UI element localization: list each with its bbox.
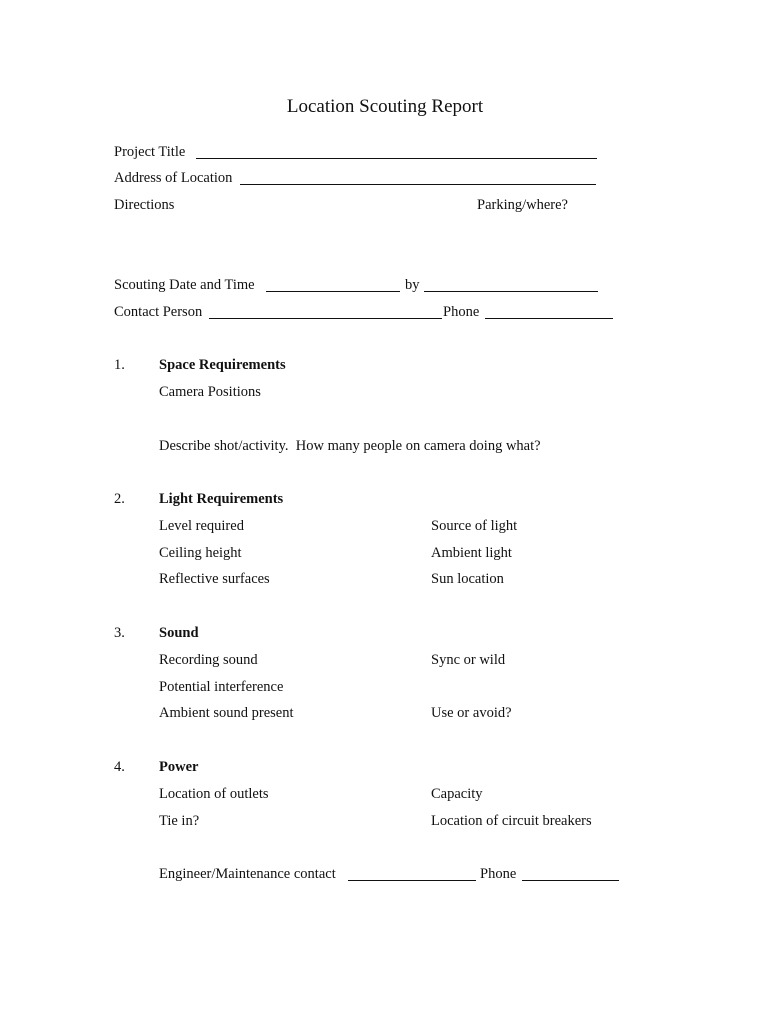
by-field[interactable] — [424, 291, 598, 292]
recording-sound-label: Recording sound — [159, 652, 258, 668]
section-number: 1. — [114, 357, 125, 373]
reflective-surfaces-label: Reflective surfaces — [159, 571, 270, 587]
sync-or-wild-label: Sync or wild — [431, 652, 506, 668]
project-title-field[interactable] — [196, 158, 597, 159]
ambient-light-label: Ambient light — [431, 545, 512, 561]
scouting-date-label: Scouting Date and Time — [114, 277, 255, 293]
section-number: 2. — [114, 491, 125, 507]
parking-label: Parking/where? — [477, 197, 568, 213]
section-heading-sound: Sound — [159, 625, 199, 641]
contact-person-field[interactable] — [209, 318, 442, 319]
sun-location-label: Sun location — [431, 571, 504, 587]
section-heading-light: Light Requirements — [159, 491, 284, 507]
address-label: Address of Location — [114, 170, 233, 186]
section-heading-power: Power — [159, 759, 199, 775]
page-title: Location Scouting Report — [286, 96, 484, 117]
use-or-avoid-label: Use or avoid? — [431, 705, 512, 721]
capacity-label: Capacity — [431, 786, 483, 802]
section-number: 3. — [114, 625, 125, 641]
engineer-contact-field[interactable] — [348, 880, 476, 881]
tie-in-label: Tie in? — [159, 813, 200, 829]
ceiling-height-label: Ceiling height — [159, 545, 242, 561]
location-of-outlets-label: Location of outlets — [159, 786, 269, 802]
phone-label: Phone — [443, 304, 480, 320]
camera-positions-label: Camera Positions — [159, 384, 261, 400]
engineer-phone-field[interactable] — [522, 880, 619, 881]
ambient-sound-label: Ambient sound present — [159, 705, 294, 721]
section-number: 4. — [114, 759, 125, 775]
circuit-breakers-label: Location of circuit breakers — [431, 813, 592, 829]
potential-interference-label: Potential interference — [159, 679, 284, 695]
describe-shot-label: Describe shot/activity. How many people on camera doing what? — [159, 438, 541, 454]
contact-person-label: Contact Person — [114, 304, 203, 320]
phone-field[interactable] — [485, 318, 613, 319]
engineer-phone-label: Phone — [480, 866, 517, 882]
directions-label: Directions — [114, 197, 175, 213]
section-heading-space: Space Requirements — [159, 357, 286, 373]
source-of-light-label: Source of light — [431, 518, 518, 534]
level-required-label: Level required — [159, 518, 244, 534]
engineer-contact-label: Engineer/Maintenance contact — [159, 866, 336, 882]
address-field[interactable] — [240, 184, 596, 185]
scouting-date-field[interactable] — [266, 291, 400, 292]
by-label: by — [405, 277, 420, 293]
project-title-label: Project Title — [114, 144, 186, 160]
